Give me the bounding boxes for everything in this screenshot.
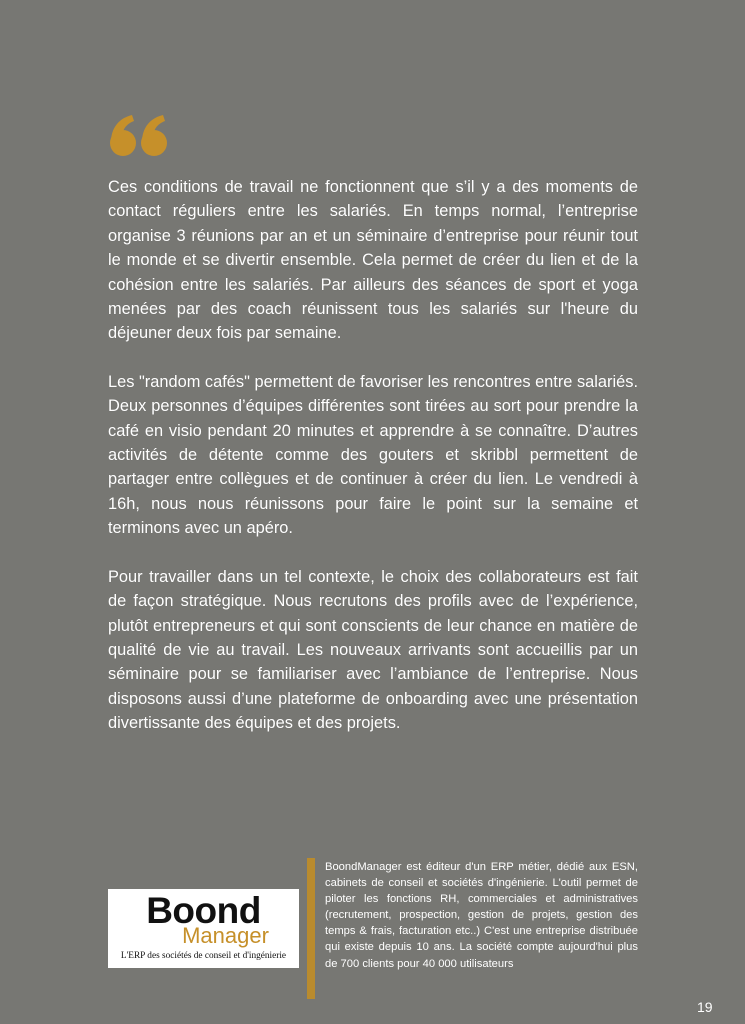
paragraph-1: Ces conditions de travail ne fonctionnent que s’il y a des moments de contact réguliers entre les salariés. En temps normal, l’entreprise organise 3 réunions par an et un séminaire d’entreprise pour réunir tout le monde et se divertir ensemble. Cela permet de créer du lien et de la cohésion entre les salariés. Par ailleurs des séances de sport et yoga menées par des coach réunissent tous les salariés sur l'heure du déjeuner deux fois par semaine.: [108, 178, 638, 343]
accent-bar: [307, 858, 315, 999]
logo-word-boond: Boond: [146, 890, 261, 931]
opening-double-quote-icon: [107, 100, 171, 164]
logo-word-manager: Manager: [182, 923, 269, 948]
company-description: BoondManager est éditeur d'un ERP métier, dédié aux ESN, cabinets de conseil et sociétés d'ingénierie. L'outil permet de piloter les fonctions RH, commerciales et administratives (recrutement, prospection, gestion de projets, gestion des temps & frais, facturation etc..) C'est une entreprise distribuée qui existe depuis 10 ans. La société compte aujourd'hui plus de 700 clients pour 40 000 utilisateurs: [325, 861, 638, 970]
logo-tagline: L'ERP des sociétés de conseil et d'ingénierie: [120, 951, 287, 961]
page-number: 19: [697, 999, 713, 1015]
paragraph-2: Les "random cafés" permettent de favoriser les rencontres entre salariés. Deux personnes d’équipes différentes sont tirées au sort pour prendre la café en visio pendant 20 minutes et apprendre à se connaître. D’autres activités de détente comme des gouters et skribbl permettent de partager entre collègues et de continuer à créer du lien. Le vendredi à 16h, nous nous réunissons pour faire le point sur la semaine et terminons avec un apéro.: [108, 372, 639, 538]
article-body: [108, 175, 638, 760]
boondmanager-logo: [108, 889, 299, 968]
paragraph-3: Pour travailler dans un tel contexte, le choix des collaborateurs est fait de façon stratégique. Nous recrutons des profils avec de l’expérience, plutôt entrepreneurs et qui sont conscients de leur chance en matière de qualité de vie au travail. Les nouveaux arrivants sont accueillis par un séminaire pour se familiariser avec l’ambiance de l’entreprise. Nous disposons aussi d’une plateforme de onboarding avec une présentation divertissante des équipes et des projets.: [108, 567, 638, 733]
